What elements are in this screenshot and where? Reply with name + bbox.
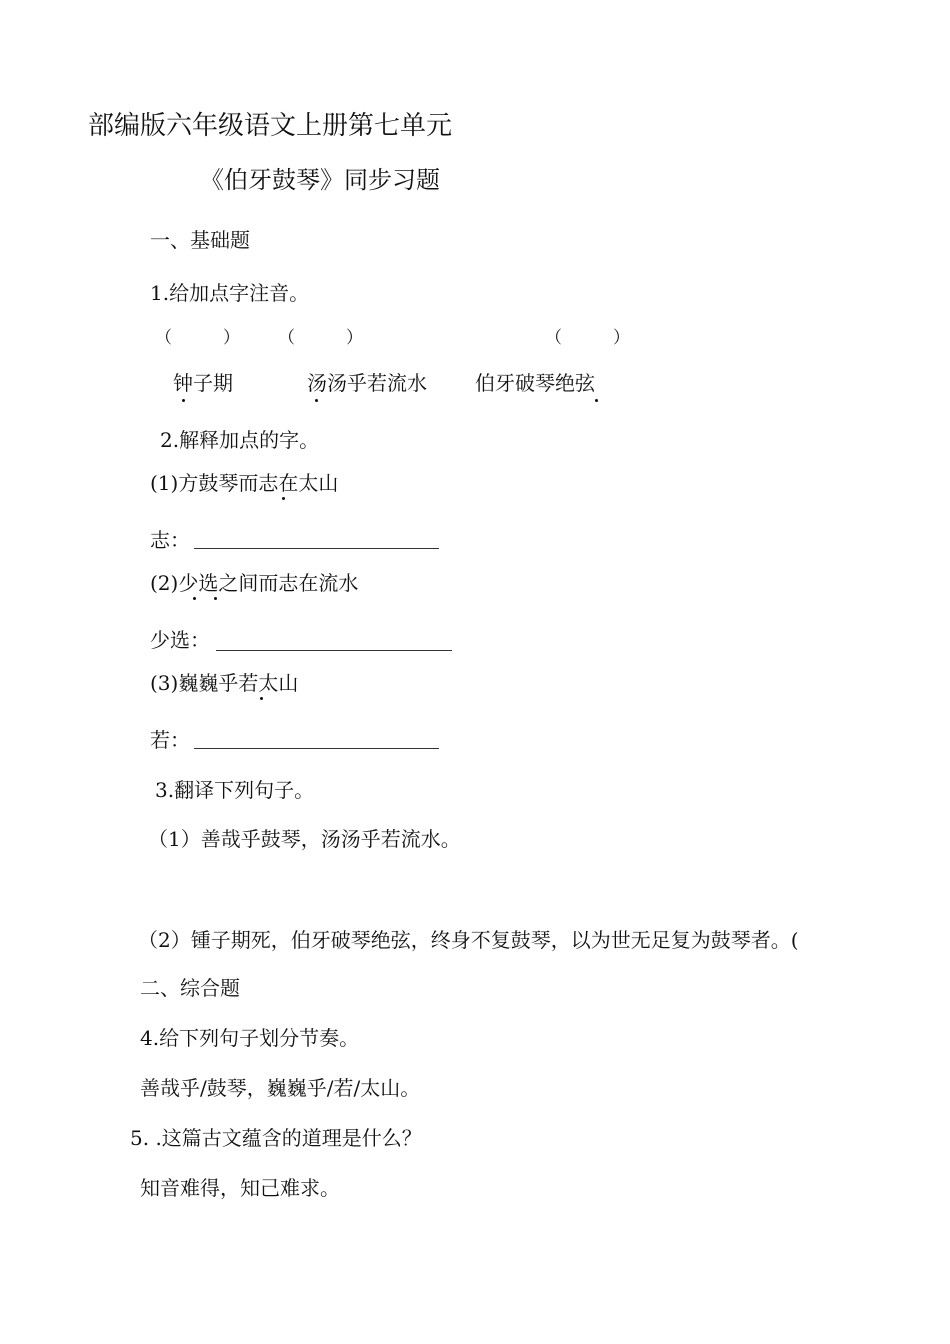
q1-item-1: 钟子期 bbox=[173, 371, 233, 395]
emphasis-dot bbox=[182, 399, 185, 402]
emphasis-dot bbox=[193, 597, 196, 600]
q1-item-3: 伯牙破琴绝弦 bbox=[475, 371, 595, 395]
question-2-prompt: 2.解释加点的字。 bbox=[160, 428, 320, 452]
question-1-prompt: 1.给加点字注音。 bbox=[150, 281, 310, 305]
emphasis-dot bbox=[595, 399, 598, 402]
q2-label-2: 少选： bbox=[150, 628, 210, 652]
pinyin-paren-2: （ ） bbox=[278, 328, 363, 348]
answer-line-3[interactable] bbox=[194, 748, 439, 749]
answer-line-1[interactable] bbox=[194, 548, 439, 549]
q5-answer: 知音难得，知己难求。 bbox=[140, 1176, 340, 1200]
q1-item-2: 汤汤乎若流水 bbox=[307, 371, 427, 395]
q2-label-1: 志： bbox=[150, 528, 190, 552]
answer-line-2[interactable] bbox=[216, 650, 452, 651]
page-title: 部编版六年级语文上册第七单元 bbox=[88, 111, 453, 141]
question-3-prompt: 3.翻译下列句子。 bbox=[155, 778, 315, 802]
q2-sentence-3: (3)巍巍乎若太山 bbox=[150, 671, 299, 695]
pinyin-paren-3: （ ） bbox=[545, 328, 630, 348]
emphasis-dot bbox=[282, 497, 285, 500]
section-heading-basic: 一、基础题 bbox=[150, 228, 250, 252]
emphasis-dot bbox=[315, 399, 318, 402]
q3-sentence-2: （2）锺子期死，伯牙破琴绝弦，终身不复鼓琴，以为世无足复为鼓琴者。( bbox=[138, 928, 799, 952]
q2-label-3: 若： bbox=[150, 728, 190, 752]
pinyin-paren-1: （ ） bbox=[155, 328, 240, 348]
q2-sentence-1: (1)方鼓琴而志在太山 bbox=[150, 471, 339, 495]
question-4-prompt: 4.给下列句子划分节奏。 bbox=[140, 1026, 360, 1050]
q3-sentence-1: （1）善哉乎鼓琴，汤汤乎若流水。 bbox=[148, 827, 461, 851]
emphasis-dot bbox=[260, 697, 263, 700]
q2-sentence-2: (2)少选之间而志在流水 bbox=[150, 571, 359, 595]
page-subtitle: 《伯牙鼓琴》同步习题 bbox=[200, 166, 440, 194]
question-5-prompt: 5. .这篇古文蕴含的道理是什么？ bbox=[130, 1126, 422, 1150]
q4-answer: 善哉乎/鼓琴，巍巍乎/若/太山。 bbox=[140, 1076, 421, 1100]
emphasis-dot bbox=[214, 597, 217, 600]
section-heading-comprehensive: 二、综合题 bbox=[140, 976, 240, 1000]
